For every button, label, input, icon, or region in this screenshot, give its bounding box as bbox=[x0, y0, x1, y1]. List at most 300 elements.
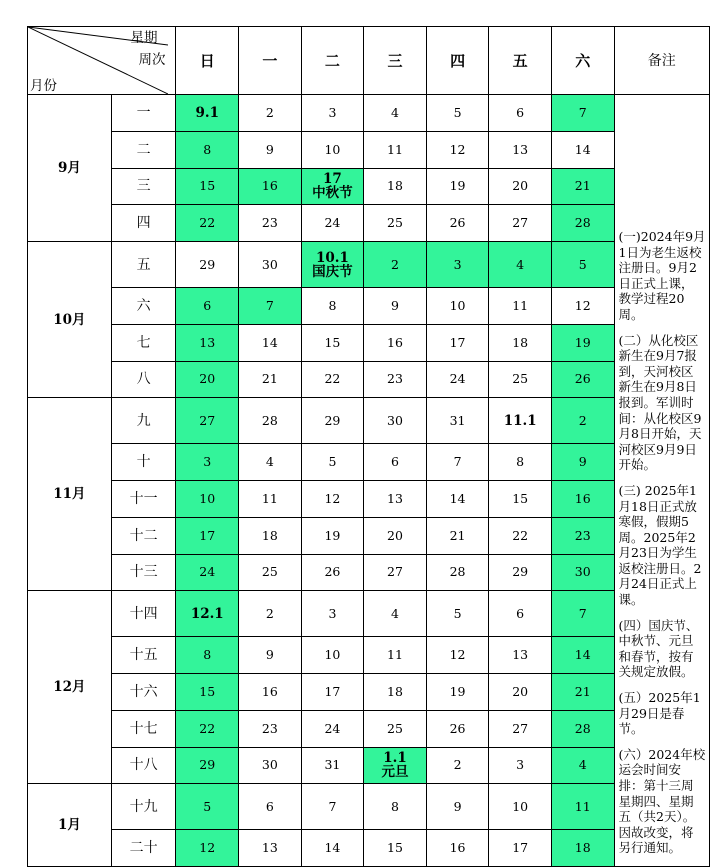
day-number: 7 bbox=[578, 605, 587, 621]
day-number: 11.1 bbox=[503, 412, 537, 429]
day-number: 5 bbox=[328, 454, 337, 470]
day-number: 26 bbox=[324, 564, 341, 580]
day-cell bbox=[176, 554, 239, 591]
day-cell bbox=[364, 287, 427, 324]
day-number: 6 bbox=[391, 454, 399, 470]
day-number: 15 bbox=[199, 178, 216, 194]
day-cell bbox=[551, 95, 614, 132]
day-number: 13 bbox=[512, 141, 529, 157]
day-cell bbox=[176, 205, 239, 242]
week-row bbox=[28, 710, 710, 747]
day-cell bbox=[176, 324, 239, 361]
day-cell bbox=[489, 784, 552, 830]
day-number: 31 bbox=[324, 757, 341, 773]
day-cell bbox=[239, 591, 302, 637]
day-cell bbox=[239, 747, 302, 784]
day-number: 21 bbox=[574, 178, 591, 194]
day-cell bbox=[364, 517, 427, 554]
week-number: 七 bbox=[111, 324, 176, 361]
day-cell bbox=[551, 444, 614, 481]
day-cell bbox=[239, 361, 302, 398]
note-paragraph: (一)2024年9月1日为老生返校注册日。9月2日正式上课，教学过程20周。 bbox=[618, 229, 706, 322]
day-number: 2 bbox=[453, 757, 462, 773]
day-cell bbox=[426, 168, 489, 205]
day-cell bbox=[176, 168, 239, 205]
day-number: 5 bbox=[203, 798, 212, 814]
day-number: 19 bbox=[324, 527, 341, 543]
day-number: 9 bbox=[265, 647, 274, 663]
day-number: 17 bbox=[323, 171, 342, 188]
day-number: 22 bbox=[199, 215, 216, 231]
day-cell bbox=[426, 398, 489, 444]
day-cell bbox=[489, 361, 552, 398]
day-number: 28 bbox=[574, 215, 591, 231]
day-number: 15 bbox=[324, 334, 341, 350]
day-cell bbox=[489, 747, 552, 784]
header-day-tue: 二 bbox=[301, 27, 364, 95]
day-cell bbox=[364, 242, 427, 288]
day-number: 14 bbox=[449, 490, 466, 506]
day-cell bbox=[176, 637, 239, 674]
header-day-mon: 一 bbox=[239, 27, 302, 95]
header-day-sat: 六 bbox=[551, 27, 614, 95]
day-number: 6 bbox=[203, 297, 212, 313]
day-number: 13 bbox=[387, 490, 403, 506]
day-number: 19 bbox=[449, 683, 466, 699]
day-cell bbox=[239, 673, 302, 710]
day-cell bbox=[426, 747, 489, 784]
day-cell bbox=[426, 480, 489, 517]
day-cell bbox=[364, 168, 427, 205]
day-cell bbox=[301, 287, 364, 324]
day-cell bbox=[426, 95, 489, 132]
day-number: 26 bbox=[449, 720, 466, 736]
day-number: 13 bbox=[512, 647, 529, 663]
holiday-label: 元旦 bbox=[381, 764, 409, 781]
day-number: 2 bbox=[578, 412, 587, 428]
day-number: 16 bbox=[261, 178, 278, 194]
month-label: 11月 bbox=[28, 398, 112, 591]
day-number: 26 bbox=[449, 215, 466, 231]
day-cell bbox=[426, 637, 489, 674]
day-cell bbox=[551, 242, 614, 288]
day-number: 22 bbox=[324, 371, 341, 387]
day-number: 19 bbox=[449, 178, 466, 194]
day-cell bbox=[364, 554, 427, 591]
day-number: 12 bbox=[574, 297, 591, 313]
header-row bbox=[28, 27, 710, 95]
day-number: 16 bbox=[387, 334, 403, 350]
day-cell bbox=[176, 784, 239, 830]
day-number: 8 bbox=[516, 454, 525, 470]
note-paragraph: (四）国庆节、中秋节、元旦和春节，按有关规定放假。 bbox=[618, 617, 699, 680]
day-cell bbox=[176, 480, 239, 517]
day-number: 8 bbox=[391, 798, 399, 814]
day-number: 5 bbox=[453, 104, 462, 120]
day-cell bbox=[364, 444, 427, 481]
day-cell bbox=[489, 591, 552, 637]
day-number: 8 bbox=[203, 141, 212, 157]
day-cell bbox=[301, 95, 364, 132]
day-cell bbox=[364, 710, 427, 747]
day-cell bbox=[489, 480, 552, 517]
day-number: 22 bbox=[199, 720, 216, 736]
day-cell bbox=[489, 637, 552, 674]
day-cell bbox=[176, 444, 239, 481]
day-number: 14 bbox=[574, 647, 591, 663]
day-number: 3 bbox=[516, 757, 525, 773]
day-cell bbox=[301, 591, 364, 637]
day-number: 30 bbox=[261, 256, 278, 272]
day-number: 10 bbox=[199, 490, 216, 506]
day-cell bbox=[301, 637, 364, 674]
day-number: 4 bbox=[578, 757, 587, 773]
week-number: 一 bbox=[111, 95, 176, 132]
day-cell bbox=[426, 324, 489, 361]
day-cell bbox=[551, 131, 614, 168]
day-number: 16 bbox=[449, 840, 466, 856]
day-number: 28 bbox=[449, 564, 466, 580]
day-cell bbox=[364, 784, 427, 830]
day-number: 10 bbox=[324, 141, 341, 157]
corner-weekday-label: 星期 bbox=[130, 30, 158, 46]
day-cell bbox=[176, 830, 239, 867]
day-number: 27 bbox=[387, 564, 403, 580]
week-number: 十六 bbox=[111, 673, 176, 710]
day-cell bbox=[239, 95, 302, 132]
week-number: 九 bbox=[111, 398, 176, 444]
day-cell bbox=[426, 710, 489, 747]
day-cell bbox=[301, 444, 364, 481]
day-number: 24 bbox=[324, 215, 341, 231]
day-number: 10 bbox=[512, 798, 529, 814]
holiday-label: 中秋节 bbox=[312, 185, 353, 202]
day-cell bbox=[364, 480, 427, 517]
week-number: 十三 bbox=[111, 554, 176, 591]
corner-month-label: 月份 bbox=[30, 78, 57, 94]
header-day-sun: 日 bbox=[176, 27, 239, 95]
day-cell bbox=[489, 324, 552, 361]
day-number: 25 bbox=[261, 564, 278, 580]
day-cell bbox=[489, 168, 552, 205]
day-cell bbox=[176, 673, 239, 710]
note-paragraph: (五）2025年1月29日是春节。 bbox=[618, 690, 701, 737]
day-cell bbox=[364, 361, 427, 398]
month-label: 1月 bbox=[28, 784, 112, 867]
day-cell bbox=[551, 830, 614, 867]
day-number: 23 bbox=[261, 215, 278, 231]
day-cell bbox=[239, 517, 302, 554]
day-number: 12 bbox=[449, 141, 466, 157]
day-cell bbox=[551, 361, 614, 398]
day-cell bbox=[239, 205, 302, 242]
day-cell bbox=[489, 242, 552, 288]
day-cell bbox=[426, 830, 489, 867]
day-cell bbox=[301, 242, 364, 288]
week-number: 五 bbox=[111, 242, 176, 288]
day-number: 20 bbox=[512, 683, 529, 699]
day-number: 29 bbox=[324, 412, 341, 428]
day-cell bbox=[426, 242, 489, 288]
day-cell bbox=[489, 131, 552, 168]
week-number: 十七 bbox=[111, 710, 176, 747]
day-cell bbox=[364, 131, 427, 168]
day-cell bbox=[364, 830, 427, 867]
week-number: 十五 bbox=[111, 637, 176, 674]
day-number: 7 bbox=[578, 104, 587, 120]
day-number: 24 bbox=[449, 371, 466, 387]
week-number: 十九 bbox=[111, 784, 176, 830]
day-cell bbox=[176, 361, 239, 398]
day-cell bbox=[301, 517, 364, 554]
day-cell bbox=[239, 480, 302, 517]
day-number: 3 bbox=[203, 454, 212, 470]
day-cell bbox=[364, 591, 427, 637]
day-cell bbox=[176, 95, 239, 132]
day-number: 4 bbox=[391, 104, 399, 120]
day-number: 5 bbox=[453, 605, 462, 621]
day-number: 3 bbox=[328, 104, 337, 120]
day-number: 18 bbox=[512, 334, 529, 350]
day-cell bbox=[489, 444, 552, 481]
corner-week-label: 周次 bbox=[138, 52, 166, 68]
notes-column bbox=[614, 95, 709, 867]
day-cell bbox=[364, 637, 427, 674]
week-row bbox=[28, 673, 710, 710]
week-number: 十二 bbox=[111, 517, 176, 554]
day-cell bbox=[239, 131, 302, 168]
day-number: 11 bbox=[261, 490, 278, 506]
day-cell bbox=[301, 168, 364, 205]
header-day-wed: 三 bbox=[364, 27, 427, 95]
day-number: 14 bbox=[261, 334, 278, 350]
day-number: 16 bbox=[261, 683, 278, 699]
day-number: 30 bbox=[574, 564, 591, 580]
day-number: 8 bbox=[328, 297, 337, 313]
day-number: 9 bbox=[391, 297, 399, 313]
day-cell bbox=[426, 591, 489, 637]
day-cell bbox=[551, 480, 614, 517]
week-row bbox=[28, 287, 710, 324]
header-day-thu: 四 bbox=[426, 27, 489, 95]
day-cell bbox=[551, 398, 614, 444]
day-cell bbox=[301, 480, 364, 517]
day-number: 6 bbox=[516, 104, 525, 120]
day-number: 9.1 bbox=[195, 104, 219, 121]
day-number: 18 bbox=[574, 840, 591, 856]
note-paragraph: (二）从化校区新生在9月7报到，天河校区新生在9月8日报到。军训时间：从化校区9月8日开始，天河校区9月9日开始。 bbox=[618, 332, 702, 473]
day-cell bbox=[489, 673, 552, 710]
day-number: 7 bbox=[328, 798, 337, 814]
day-cell bbox=[426, 554, 489, 591]
day-cell bbox=[489, 517, 552, 554]
week-row bbox=[28, 168, 710, 205]
day-cell bbox=[364, 324, 427, 361]
day-cell bbox=[301, 361, 364, 398]
day-cell bbox=[489, 710, 552, 747]
day-number: 24 bbox=[199, 564, 216, 580]
note-paragraph: (六）2024年校运会时间安排：第十三周星期四、星期五（共2天）。因故改变，将另行通知。 bbox=[618, 746, 706, 856]
day-cell bbox=[239, 637, 302, 674]
day-number: 14 bbox=[574, 141, 591, 157]
day-number: 17 bbox=[449, 334, 466, 350]
day-cell bbox=[489, 830, 552, 867]
week-row bbox=[28, 444, 710, 481]
day-number: 11 bbox=[574, 798, 591, 814]
day-number: 9 bbox=[453, 798, 462, 814]
day-cell bbox=[176, 591, 239, 637]
day-cell bbox=[551, 324, 614, 361]
day-number: 24 bbox=[324, 720, 341, 736]
day-cell bbox=[551, 168, 614, 205]
day-cell bbox=[551, 673, 614, 710]
day-cell bbox=[551, 784, 614, 830]
week-number: 十 bbox=[111, 444, 176, 481]
day-number: 3 bbox=[328, 605, 337, 621]
day-number: 6 bbox=[516, 605, 525, 621]
day-number: 14 bbox=[324, 840, 341, 856]
day-number: 13 bbox=[261, 840, 278, 856]
day-cell bbox=[176, 517, 239, 554]
day-number: 11 bbox=[512, 297, 529, 313]
week-row bbox=[28, 205, 710, 242]
header-notes: 备注 bbox=[614, 27, 709, 95]
month-label: 10月 bbox=[28, 242, 112, 398]
day-cell bbox=[301, 710, 364, 747]
day-cell bbox=[239, 287, 302, 324]
day-number: 16 bbox=[574, 490, 591, 506]
day-number: 15 bbox=[387, 840, 403, 856]
day-number: 20 bbox=[387, 527, 403, 543]
week-row bbox=[28, 591, 710, 637]
week-row bbox=[28, 784, 710, 830]
holiday-label: 国庆节 bbox=[312, 263, 353, 280]
day-cell bbox=[239, 444, 302, 481]
day-cell bbox=[551, 637, 614, 674]
day-cell bbox=[426, 444, 489, 481]
day-number: 3 bbox=[453, 256, 462, 272]
day-number: 2 bbox=[265, 104, 274, 120]
day-cell bbox=[176, 710, 239, 747]
day-cell bbox=[176, 242, 239, 288]
header-corner-cell bbox=[28, 27, 176, 95]
day-number: 8 bbox=[203, 647, 212, 663]
day-number: 25 bbox=[387, 720, 403, 736]
school-calendar-table bbox=[27, 26, 710, 867]
day-cell bbox=[426, 361, 489, 398]
day-number: 18 bbox=[387, 178, 403, 194]
week-number: 八 bbox=[111, 361, 176, 398]
day-number: 5 bbox=[578, 256, 587, 272]
day-number: 4 bbox=[391, 605, 399, 621]
day-cell bbox=[489, 205, 552, 242]
month-label: 12月 bbox=[28, 591, 112, 784]
day-cell bbox=[301, 747, 364, 784]
day-number: 15 bbox=[512, 490, 529, 506]
week-number: 十八 bbox=[111, 747, 176, 784]
day-number: 23 bbox=[574, 527, 591, 543]
day-number: 22 bbox=[512, 527, 529, 543]
day-number: 18 bbox=[387, 683, 403, 699]
day-cell bbox=[426, 517, 489, 554]
day-number: 27 bbox=[199, 412, 216, 428]
week-row bbox=[28, 324, 710, 361]
day-cell bbox=[426, 205, 489, 242]
day-number: 11 bbox=[387, 141, 403, 157]
day-cell bbox=[551, 517, 614, 554]
week-row bbox=[28, 242, 710, 288]
day-number: 30 bbox=[387, 412, 403, 428]
week-row bbox=[28, 517, 710, 554]
day-cell bbox=[301, 673, 364, 710]
day-number: 17 bbox=[324, 683, 341, 699]
day-number: 27 bbox=[512, 720, 529, 736]
day-number: 2 bbox=[391, 256, 399, 272]
day-cell bbox=[176, 747, 239, 784]
day-number: 26 bbox=[574, 371, 591, 387]
week-row bbox=[28, 554, 710, 591]
day-number: 12.1 bbox=[190, 605, 224, 622]
day-number: 29 bbox=[199, 757, 216, 773]
day-cell bbox=[364, 398, 427, 444]
week-number: 二十 bbox=[111, 830, 176, 867]
day-cell bbox=[176, 131, 239, 168]
week-row bbox=[28, 95, 710, 132]
day-number: 23 bbox=[387, 371, 403, 387]
day-number: 9 bbox=[265, 141, 274, 157]
header-day-fri: 五 bbox=[489, 27, 552, 95]
day-cell bbox=[489, 554, 552, 591]
day-number: 25 bbox=[387, 215, 403, 231]
day-number: 13 bbox=[199, 334, 216, 350]
day-cell bbox=[239, 554, 302, 591]
day-cell bbox=[364, 673, 427, 710]
day-cell bbox=[426, 287, 489, 324]
day-cell bbox=[239, 830, 302, 867]
day-cell bbox=[489, 95, 552, 132]
day-number: 10.1 bbox=[315, 249, 349, 266]
day-cell bbox=[364, 95, 427, 132]
day-cell bbox=[176, 287, 239, 324]
day-number: 19 bbox=[574, 334, 591, 350]
day-cell bbox=[489, 398, 552, 444]
day-number: 18 bbox=[261, 527, 278, 543]
day-cell bbox=[301, 398, 364, 444]
day-cell bbox=[301, 131, 364, 168]
day-number: 21 bbox=[449, 527, 466, 543]
day-cell bbox=[176, 398, 239, 444]
day-number: 25 bbox=[512, 371, 529, 387]
day-number: 7 bbox=[265, 297, 274, 313]
day-number: 4 bbox=[516, 256, 525, 272]
day-number: 29 bbox=[512, 564, 529, 580]
day-number: 1.1 bbox=[383, 750, 407, 767]
day-number: 28 bbox=[261, 412, 278, 428]
day-cell bbox=[301, 324, 364, 361]
day-cell bbox=[489, 287, 552, 324]
week-number: 六 bbox=[111, 287, 176, 324]
day-number: 27 bbox=[512, 215, 529, 231]
day-cell bbox=[301, 830, 364, 867]
day-cell bbox=[551, 710, 614, 747]
week-row bbox=[28, 830, 710, 867]
day-cell bbox=[239, 710, 302, 747]
day-cell bbox=[301, 784, 364, 830]
week-number: 十四 bbox=[111, 591, 176, 637]
day-number: 31 bbox=[449, 412, 466, 428]
day-number: 21 bbox=[261, 371, 278, 387]
week-row bbox=[28, 131, 710, 168]
